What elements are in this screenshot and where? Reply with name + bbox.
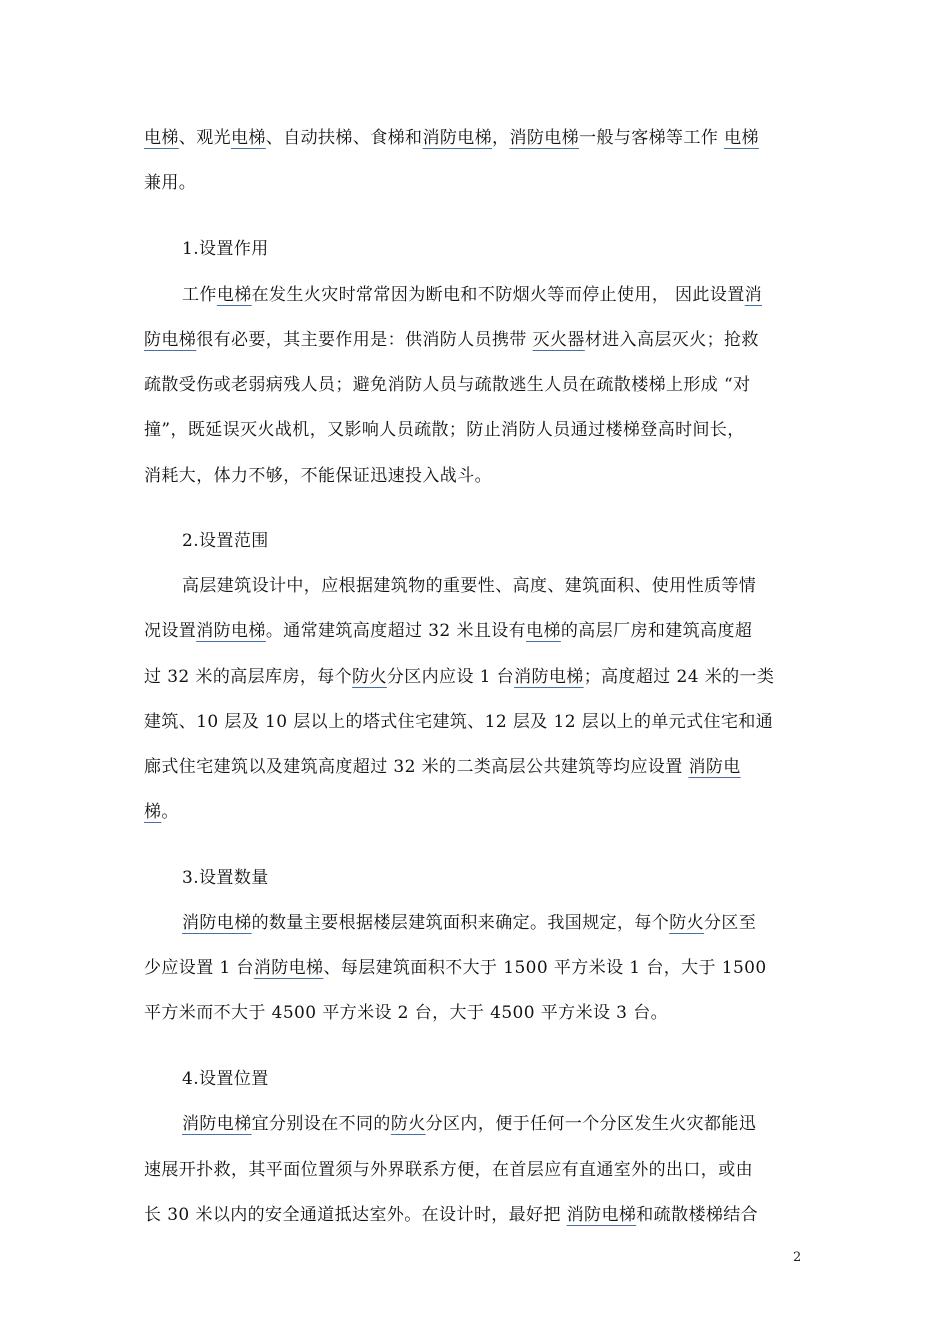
text-segment: 消耗大，体力不够，不能保证迅速投入战斗。 [144, 466, 492, 486]
text-segment: 一般与客梯等工作 [579, 128, 725, 148]
text-line [144, 374, 812, 396]
text-segment: 过 32 米的高层库房，每个 [144, 667, 353, 687]
hyperlink-term[interactable]: 消防电梯 [182, 913, 252, 933]
text-line [144, 172, 812, 194]
text-line [182, 284, 850, 306]
text-segment: 。通常建筑高度超过 32 米且设有 [265, 621, 527, 641]
hyperlink-term[interactable]: 消防电梯 [182, 1114, 252, 1134]
text-segment: 2.设置范围 [182, 531, 269, 551]
hyperlink-term[interactable]: 电梯 [526, 621, 561, 641]
text-segment: 长 30 米以内的安全通道抵达室外。在设计时，最好把 [144, 1205, 567, 1225]
text-segment: 廊式住宅建筑以及建筑高度超过 32 米的二类高层公共建筑等均应设置 [144, 757, 689, 777]
text-segment: ， [492, 128, 510, 148]
text-segment: 4.设置位置 [182, 1069, 269, 1089]
text-segment: 高层建筑设计中，应根据建筑物的重要性、高度、建筑面积、使用性质等情 [182, 576, 757, 596]
text-line [144, 1002, 812, 1024]
text-segment: 疏散受伤或老弱病残人员；避免消防人员与疏散逃生人员在疏散楼梯上形成 “对 [144, 375, 751, 395]
text-line [144, 329, 812, 351]
hyperlink-term[interactable]: 灭火器 [532, 330, 585, 350]
text-segment: 分区内，便于任何一个分区发生火灾都能迅 [425, 1114, 757, 1134]
text-line [144, 1204, 812, 1226]
hyperlink-term[interactable]: 防电梯 [144, 330, 197, 350]
hyperlink-term[interactable]: 防火 [669, 913, 705, 933]
text-line [144, 711, 812, 733]
text-segment: 的高层厂房和建筑高度超 [560, 621, 753, 641]
text-segment: 平方米而不大于 4500 平方米设 2 台，大于 4500 平方米设 3 台。 [144, 1003, 668, 1023]
text-segment: 宜分别设在不同的 [251, 1114, 391, 1134]
text-segment: 撞”，既延误灭火战机，又影响人员疏散；防止消防人员通过楼梯登高时间长， [144, 420, 745, 440]
hyperlink-term[interactable]: 消防电梯 [514, 667, 584, 687]
hyperlink-term[interactable]: 电梯 [216, 285, 252, 305]
text-segment: 1.设置作用 [182, 239, 269, 259]
text-segment: 材进入高层灭火；抢救 [584, 330, 759, 350]
hyperlink-term[interactable]: 消防电梯 [509, 128, 580, 148]
hyperlink-term[interactable]: 防火 [352, 667, 387, 687]
text-segment: ；高度超过 24 米的一类 [583, 667, 775, 687]
hyperlink-term[interactable]: 消防电梯 [566, 1205, 637, 1225]
text-segment: 兼用。 [144, 173, 197, 193]
hyperlink-term[interactable]: 电梯 [724, 128, 759, 148]
text-line [182, 530, 850, 552]
hyperlink-term[interactable]: 梯 [144, 802, 162, 822]
text-segment: 分区内应设 1 台 [386, 667, 515, 687]
hyperlink-term[interactable]: 消防电 [688, 757, 741, 777]
text-segment: 在发生火灾时常常因为断电和不防烟火等而停止使用， 因此设置 [251, 285, 745, 305]
hyperlink-term[interactable]: 消防电梯 [253, 958, 324, 978]
hyperlink-term[interactable]: 防火 [390, 1114, 426, 1134]
text-segment: 速展开扑救，其平面位置须与外界联系方便，在首层应有直通室外的出口，或由 [144, 1160, 753, 1180]
hyperlink-term[interactable]: 消防电梯 [196, 621, 266, 641]
text-segment: 的数量主要根据楼层建筑面积来确定。我国规定，每个 [251, 913, 670, 933]
text-line [182, 912, 850, 934]
text-line [144, 1159, 812, 1181]
text-segment: 少应设置 1 台 [144, 958, 254, 978]
text-line [144, 127, 812, 149]
text-segment: 、每层建筑面积不大于 1500 平方米设 1 台，大于 1500 [323, 958, 767, 978]
text-line [144, 756, 812, 778]
page-number: 2 [793, 1250, 802, 1265]
text-line [144, 419, 812, 441]
text-line [144, 620, 812, 642]
hyperlink-term[interactable]: 消 [744, 285, 763, 305]
text-line [144, 957, 812, 979]
hyperlink-term[interactable]: 消防电梯 [422, 128, 493, 148]
text-segment: 况设置 [144, 621, 197, 641]
text-line [144, 465, 812, 487]
text-line [182, 238, 850, 260]
text-segment: 。 [161, 802, 179, 822]
text-segment: 很有必要，其主要作用是：供消防人员携带 [196, 330, 533, 350]
text-line [182, 1113, 850, 1135]
text-line [182, 1068, 850, 1090]
text-segment: 、观光 [178, 128, 232, 148]
text-line [182, 867, 850, 889]
hyperlink-term[interactable]: 电梯 [144, 128, 179, 148]
hyperlink-term[interactable]: 电梯 [231, 128, 266, 148]
text-segment: 建筑、10 层及 10 层以上的塔式住宅建筑、12 层及 12 层以上的单元式住宅和通 [144, 712, 774, 732]
text-line [144, 666, 812, 688]
text-line [144, 801, 812, 823]
text-line [182, 575, 850, 597]
text-segment: 、自动扶梯、食梯和 [265, 128, 423, 148]
text-segment: 工作 [182, 285, 217, 305]
text-segment: 3.设置数量 [182, 868, 269, 888]
text-segment: 分区至 [704, 913, 757, 933]
text-segment: 和疏散楼梯结合 [636, 1205, 759, 1225]
